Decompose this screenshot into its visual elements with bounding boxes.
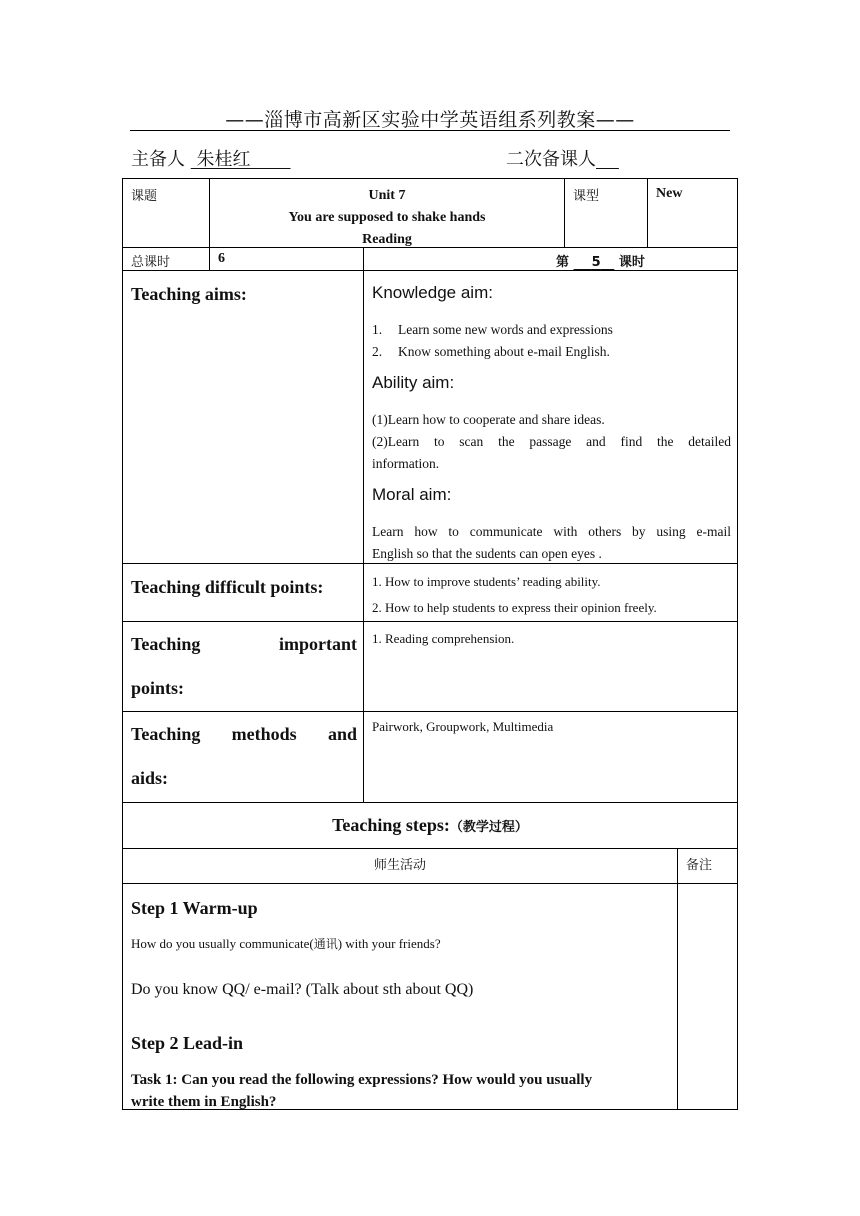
notes-header: 备注 xyxy=(686,858,713,873)
methods-value: Pairwork, Groupwork, Multimedia xyxy=(372,719,554,734)
ability-aim-item: (1)Learn how to cooperate and share ideas. xyxy=(372,412,605,427)
moral-aim-text xyxy=(372,521,731,565)
main-preparer-name: 朱桂红 xyxy=(196,149,251,170)
difficult-content-cell xyxy=(363,563,738,622)
activity-header: 师生活动 xyxy=(373,858,426,873)
ability-aim-item: information. xyxy=(372,456,440,471)
steps-title-cn: （教学过程） xyxy=(449,820,528,835)
methods-label-word: Teaching xyxy=(131,724,201,744)
knowledge-aim-heading: Knowledge aim: xyxy=(372,283,493,302)
main-preparer-label: 主备人 xyxy=(131,149,185,170)
important-label-word: points: xyxy=(131,678,185,698)
steps-title xyxy=(123,815,737,836)
methods-content-cell xyxy=(363,711,738,803)
aims-content-cell xyxy=(363,270,738,564)
important-label-word: important xyxy=(279,634,357,654)
important-item: 1. Reading comprehension. xyxy=(372,631,515,646)
ability-aim-list xyxy=(372,409,731,475)
step1-heading: Step 1 Warm-up xyxy=(131,898,258,918)
task1-line: Task 1: Can you read the following expressions? How would you usually xyxy=(131,1072,593,1088)
document-header-title: ——淄博市高新区实验中学英语组系列教案—— xyxy=(225,109,635,131)
difficult-label: Teaching difficult points: xyxy=(131,577,324,597)
knowledge-aim-item: 2. Know something about e-mail English. xyxy=(372,344,610,359)
main-preparer xyxy=(131,145,291,171)
activity-content-cell xyxy=(122,883,678,1110)
difficult-list xyxy=(372,569,657,621)
secondary-preparer xyxy=(506,145,619,171)
task1-text xyxy=(131,1069,592,1113)
step1-question-2: Do you know QQ/ e-mail? (Talk about sth about QQ) xyxy=(131,981,474,998)
type-value: New xyxy=(656,186,683,201)
aims-label-cell xyxy=(122,270,364,564)
type-label: 课型 xyxy=(573,189,600,204)
aims-label: Teaching aims: xyxy=(131,284,247,304)
methods-label-cell xyxy=(122,711,364,803)
total-label: 总课时 xyxy=(131,255,171,270)
unit-number: Unit 7 xyxy=(368,188,406,203)
period-cell xyxy=(363,247,738,271)
knowledge-aim-list xyxy=(372,319,727,363)
header-divider xyxy=(130,130,730,131)
step1-question-1 xyxy=(131,935,441,952)
steps-title-cell xyxy=(122,802,738,849)
secondary-preparer-label: 二次备课人 xyxy=(506,149,596,170)
period-value: 5 xyxy=(591,255,601,270)
important-label-cell xyxy=(122,621,364,712)
total-value-cell xyxy=(209,247,364,271)
topic-label: 课题 xyxy=(131,189,158,204)
methods-label-word: aids: xyxy=(131,768,169,788)
knowledge-aim-item: 1. Learn some new words and expressions xyxy=(372,322,613,337)
total-label-cell xyxy=(122,247,210,271)
methods-label-word: methods xyxy=(231,724,297,744)
important-content-cell xyxy=(363,621,738,712)
period-text xyxy=(556,251,645,270)
steps-title-en: Teaching steps: xyxy=(332,815,450,835)
topic-value-cell xyxy=(209,178,565,248)
methods-label-word: and xyxy=(327,724,357,744)
moral-aim-line: Learn how to communicate with others by using e-mail xyxy=(372,524,731,539)
methods-label xyxy=(131,724,357,789)
notes-header-cell xyxy=(677,848,738,884)
period-prefix: 第 xyxy=(556,255,570,270)
difficult-item: 1. How to improve students’ reading ability. xyxy=(372,574,601,589)
step1-q1-part: How do you usually communicate( xyxy=(131,936,314,951)
step2-heading: Step 2 Lead-in xyxy=(131,1033,244,1053)
important-label xyxy=(131,634,357,699)
total-value: 6 xyxy=(218,251,225,266)
type-label-cell xyxy=(564,178,648,248)
moral-aim-heading: Moral aim: xyxy=(372,485,452,504)
important-label-word: Teaching xyxy=(131,634,201,654)
notes-content-cell xyxy=(677,883,738,1110)
moral-aim-line: English so that the sudents can open eyes . xyxy=(372,546,602,561)
step1-q1-part: ) with your friends? xyxy=(337,936,441,951)
step1-q1-part: 通讯 xyxy=(313,937,338,951)
ability-aim-item: (2)Learn to scan the passage and find the detailed xyxy=(372,434,731,449)
difficult-item: 2. How to help students to express their opinion freely. xyxy=(372,600,657,615)
period-suffix: 课时 xyxy=(618,255,645,270)
type-value-cell xyxy=(647,178,738,248)
unit-title: You are supposed to shake hands xyxy=(288,210,486,225)
task1-line: write them in English? xyxy=(131,1094,277,1110)
topic-label-cell xyxy=(122,178,210,248)
lesson-name: Reading xyxy=(362,232,412,247)
activity-header-cell xyxy=(122,848,678,884)
ability-aim-heading: Ability aim: xyxy=(372,373,455,392)
difficult-label-cell xyxy=(122,563,364,622)
secondary-preparer-blank xyxy=(596,149,619,170)
